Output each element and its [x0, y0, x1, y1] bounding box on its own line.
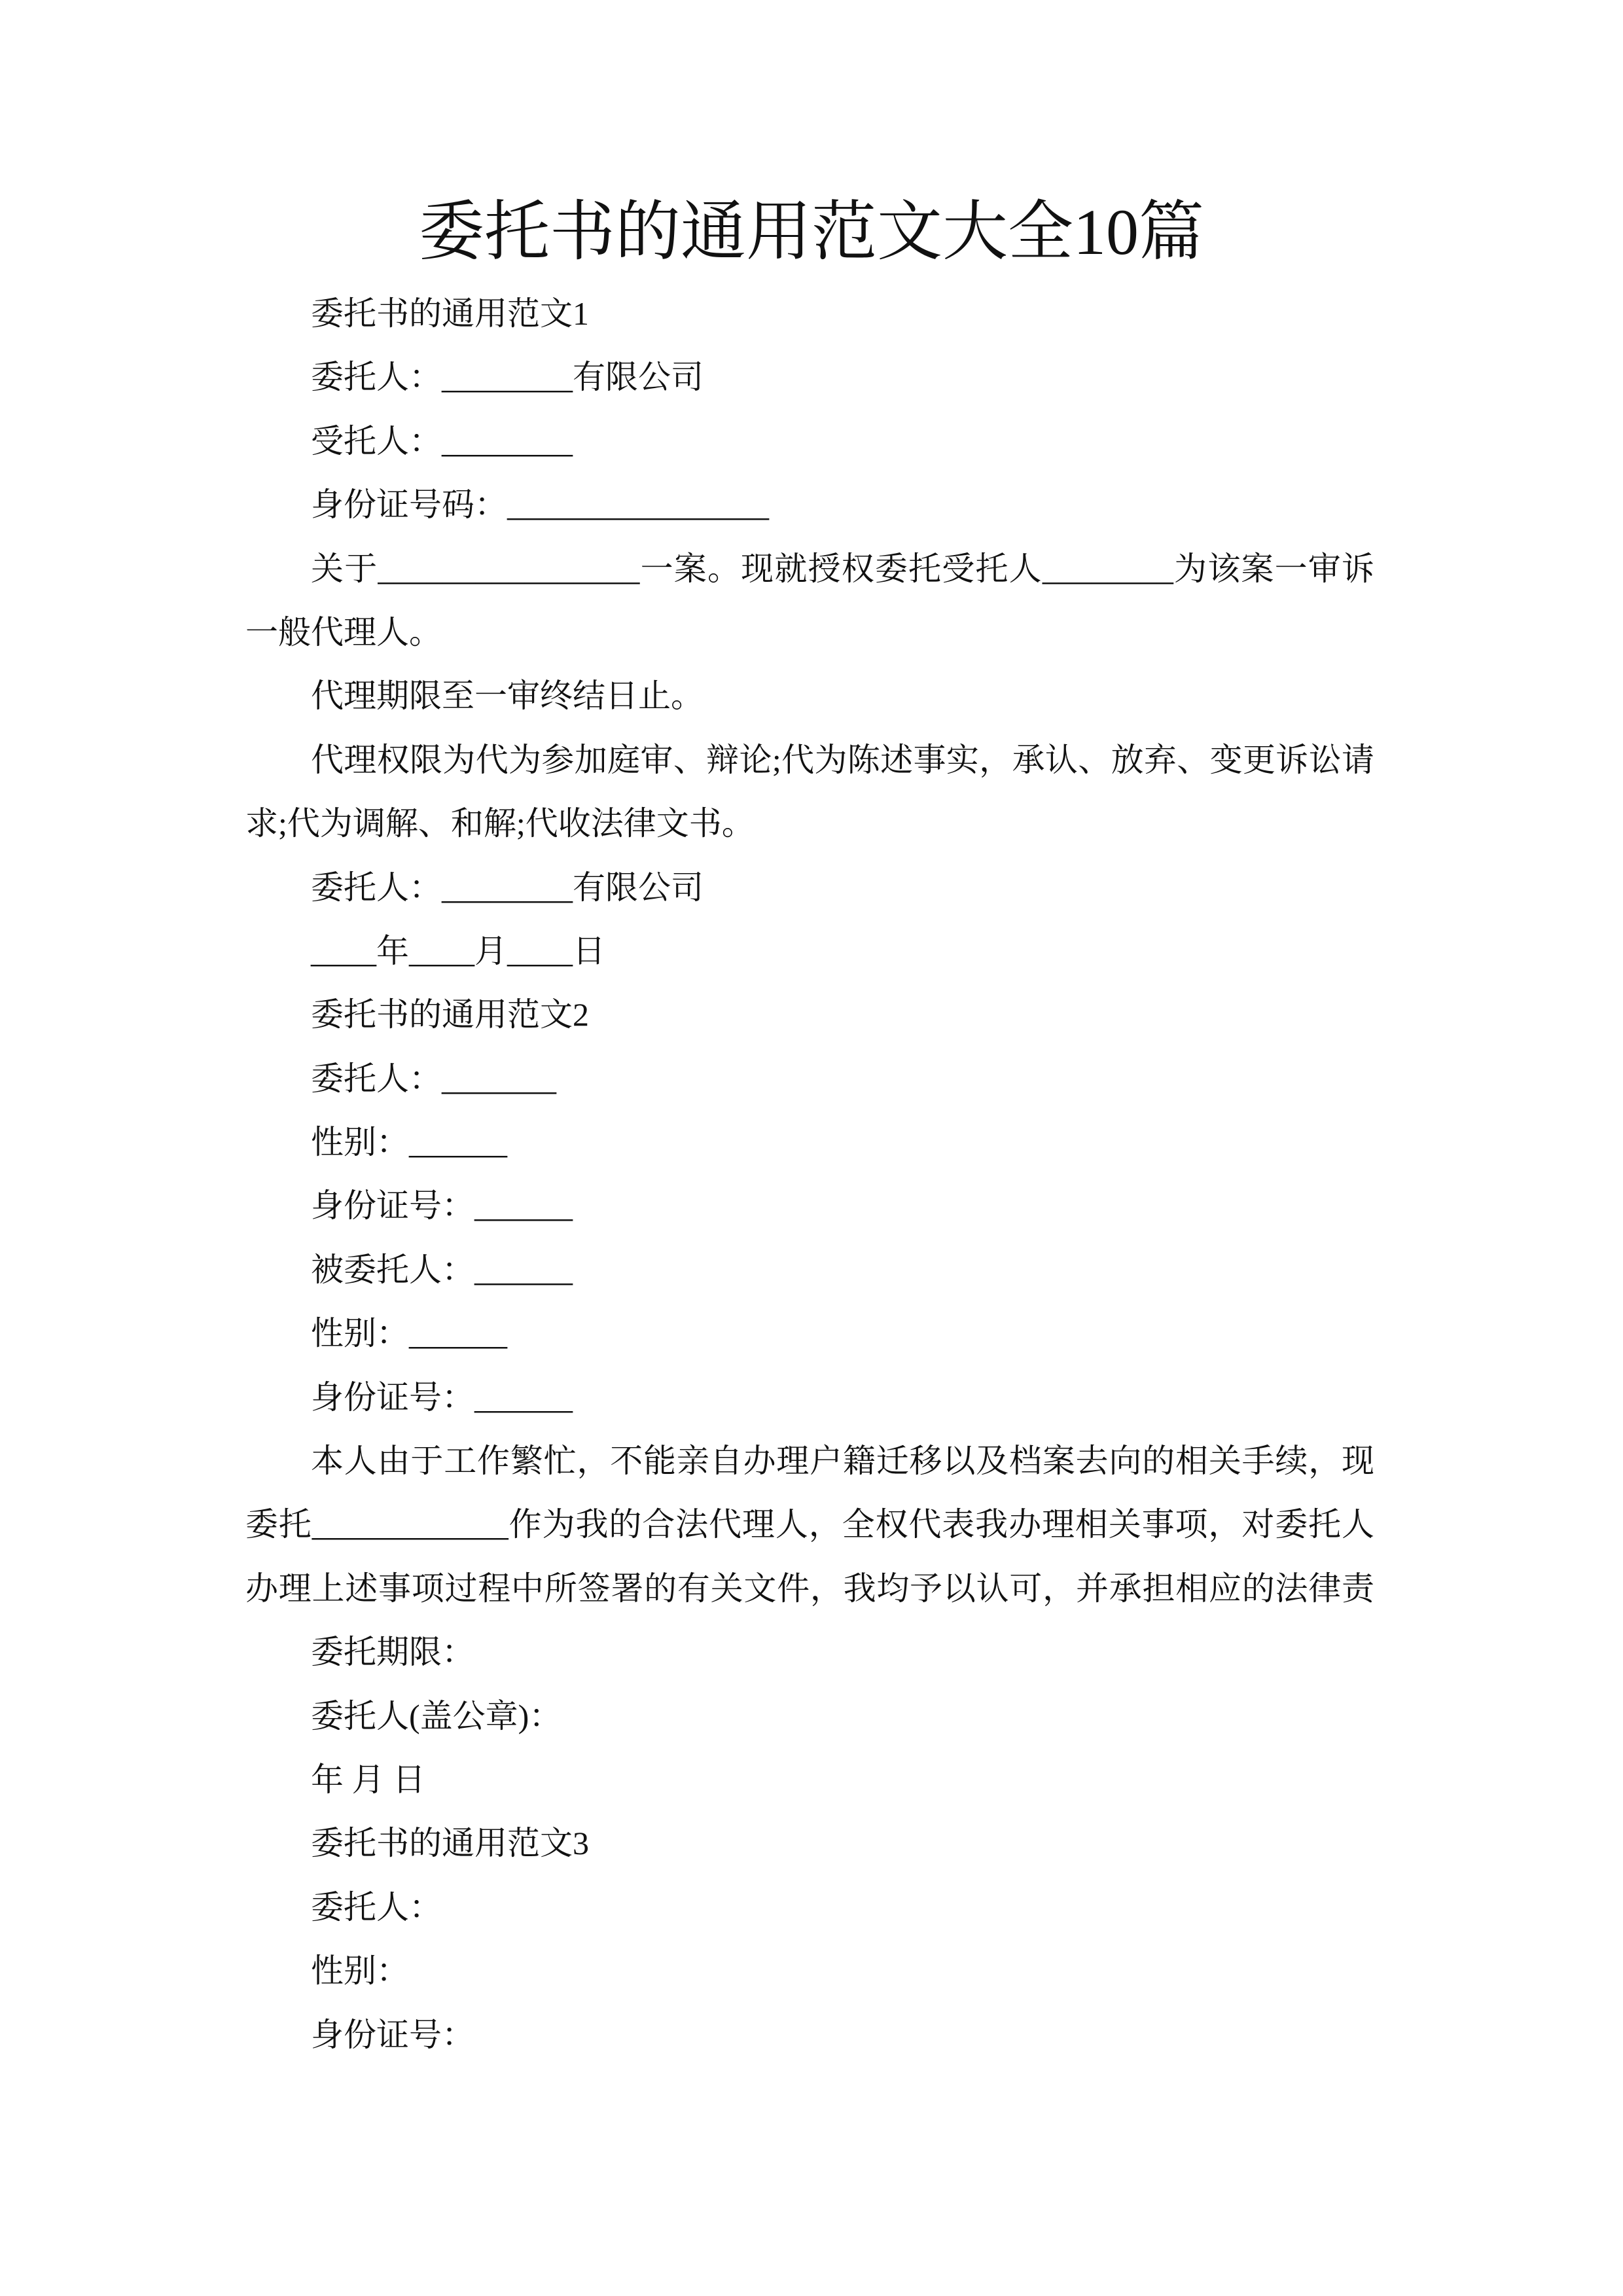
- text-line: 身份证号码：________________: [311, 486, 769, 524]
- text-line: 委托____________作为我的合法代理人，全权代表我办理相关事项，对委托人: [245, 1506, 1374, 1543]
- text-line: 性别：: [311, 1952, 409, 1990]
- text-line: 代理权限为代为参加庭审、辩论;代为陈述事实，承认、放弃、变更诉讼请: [311, 741, 1374, 778]
- text-line: 办理上述事项过程中所签署的有关文件，我均予以认可，并承担相应的法律责: [245, 1570, 1374, 1607]
- text-line: 委托人(盖公章)：: [311, 1697, 562, 1734]
- text-line: 代理期限至一审终结日止。: [311, 677, 704, 715]
- text-line: 委托期限：: [311, 1634, 474, 1671]
- text-line: 一般代理人。: [245, 613, 442, 651]
- text-line: 委托人：________有限公司: [311, 869, 704, 906]
- text-line: 身份证号：______: [311, 1187, 573, 1225]
- text-line: 身份证号：______: [311, 1378, 573, 1416]
- text-line: 身份证号：: [311, 2016, 474, 2053]
- document-title: 委托书的通用范文大全10篇: [419, 196, 1204, 268]
- text-line: 委托人：: [311, 1888, 442, 1926]
- text-line: 本人由于工作繁忙，不能亲自办理户籍迁移以及档案去向的相关手续，现: [311, 1443, 1374, 1480]
- text-line: 求;代为调解、和解;代收法律文书。: [245, 805, 755, 842]
- text-line: 委托书的通用范文3: [311, 1825, 589, 1862]
- text-line: 性别：______: [311, 1124, 507, 1161]
- text-line: 年 月 日: [311, 1761, 425, 1798]
- text-line: 委托书的通用范文2: [311, 996, 589, 1033]
- text-line: 性别：______: [311, 1315, 507, 1352]
- document-body: [245, 282, 1374, 2067]
- text-line: 委托人：_______: [311, 1060, 556, 1097]
- text-line: 委托人：________有限公司: [311, 359, 704, 396]
- text-line: ____年____月____日: [311, 932, 605, 969]
- text-line: 被委托人：______: [311, 1251, 573, 1288]
- text-line: 受托人：________: [311, 422, 573, 459]
- text-line: 委托书的通用范文1: [311, 295, 589, 332]
- text-line: 关于________________一案。现就授权委托受托人________为该案一审诉: [311, 550, 1374, 587]
